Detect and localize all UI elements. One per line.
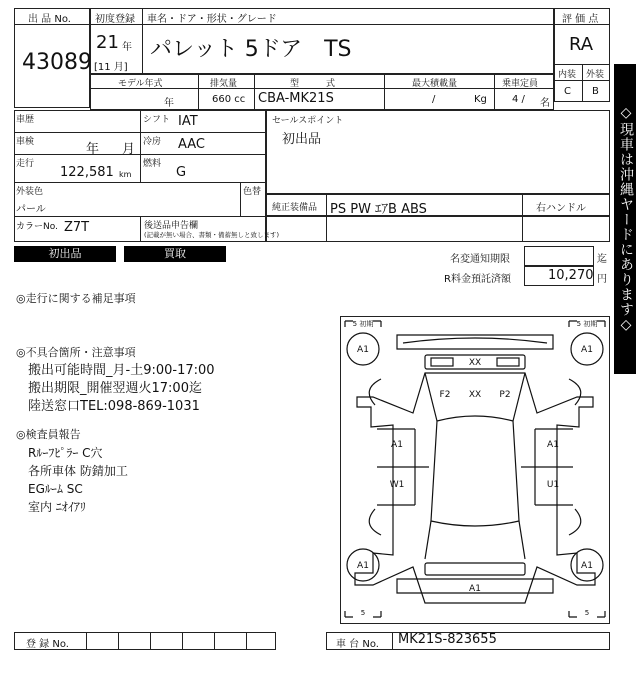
ac-label: 冷房 <box>143 137 162 147</box>
hood-left-grade: F2 <box>439 390 451 400</box>
first-registration-label: 初度登録 <box>95 14 135 25</box>
interior-grade: C <box>564 86 571 97</box>
mileage-unit: km <box>119 170 132 179</box>
inspector-line: 室内 ﾆｵｲｱﾘ <box>28 500 86 514</box>
auction-score: RA <box>569 34 594 55</box>
color-change-label: 色替 <box>243 187 262 197</box>
equipment-value: PS PW ｴｱB ABS <box>330 202 427 217</box>
tire-rr-label: 5 <box>584 609 590 617</box>
exterior-color: パール <box>16 204 46 215</box>
hood-center-grade: XX <box>468 390 482 400</box>
registration-number-label: 登 録 No. <box>26 639 69 650</box>
model-year-label: モデル年式 <box>118 79 163 89</box>
lot-number: 43089 <box>22 50 92 75</box>
empty-row <box>266 216 610 242</box>
defects-title: ◎不具合箇所・注意事項 <box>16 346 136 359</box>
tire-fl-grade: A1 <box>357 345 369 355</box>
defect-line: 陸送窓口TEL:098-869-1031 <box>28 399 200 414</box>
color-number: Z7T <box>64 220 90 235</box>
chassis-number-label: 車 台 No. <box>336 639 379 650</box>
front-bumper-grade: XX <box>468 358 482 368</box>
notice-suffix: 迄 <box>597 254 607 265</box>
displacement-label: 排気量 <box>210 79 238 89</box>
exterior-color-label: 外装色 <box>16 187 44 197</box>
tire-rr-grade: A1 <box>581 561 593 571</box>
car-diagram-svg <box>341 317 609 623</box>
remarks-section <box>16 290 326 516</box>
exterior-label: 外装 <box>586 70 605 80</box>
inspection-label: 車検 <box>16 137 35 147</box>
purchase-tag: 買取 <box>124 246 226 262</box>
rear-garnish <box>425 563 525 575</box>
score-label: 評 価 点 <box>562 14 599 25</box>
capacity-label: 乗車定員 <box>502 79 539 89</box>
lot-number-label: 出 品 No. <box>28 14 71 25</box>
first-listing-tag: 初出品 <box>14 246 116 262</box>
post-report-note: (記載が無い場合、書類・備蓄無しと致します) <box>144 231 280 239</box>
tire-fl-label: 5 初期 <box>352 320 374 328</box>
tire-fr-grade: A1 <box>581 345 593 355</box>
fuel-value: G <box>176 165 187 180</box>
sales-point: 初出品 <box>282 132 322 147</box>
chassis-number: MK21S-823655 <box>398 632 497 647</box>
front-bumper <box>397 335 553 349</box>
roof <box>431 416 519 526</box>
capacity: 4 / <box>512 94 525 105</box>
car-name: パレット 5ドア TS <box>150 37 352 62</box>
car-diagram <box>340 316 610 624</box>
ac-value: AAC <box>178 137 205 152</box>
rear-bumper-grade: A1 <box>469 584 481 594</box>
history-label: 車歴 <box>16 115 35 125</box>
right-front-door-grade: A1 <box>547 440 559 450</box>
color-number-label: カラーNo. <box>16 222 58 232</box>
model-year-unit: 年 <box>164 98 174 109</box>
shift-value: IAT <box>178 114 198 129</box>
left-rear-door-grade: W1 <box>389 480 405 490</box>
deposit-unit: 円 <box>597 274 607 285</box>
tire-rl-grade: A1 <box>357 561 369 571</box>
registration-year-unit: 年 <box>122 42 132 53</box>
tire-fr-label: 5 初期 <box>576 320 598 328</box>
defect-line: 搬出期限_開催翌週火17:00迄 <box>28 381 202 396</box>
mileage-value: 122,581 <box>60 165 114 180</box>
equipment-label: 純正装備品 <box>272 203 318 213</box>
shift-label: シフト <box>143 115 171 125</box>
inspector-title: ◎検査員報告 <box>16 428 81 441</box>
car-name-label: 車名・ドア・形状・グレード <box>147 14 277 25</box>
inspection-year: 年 <box>86 142 100 157</box>
registration-year: 21 <box>96 32 119 53</box>
displacement: 660 cc <box>212 94 246 105</box>
capacity-unit: 名 <box>540 98 550 109</box>
exterior-grade: B <box>592 86 599 97</box>
model-label: 型 式 <box>290 79 336 89</box>
mileage-label: 走行 <box>16 159 35 169</box>
steering-value: 右ハンドル <box>536 203 586 214</box>
registration-month: [11 月] <box>94 62 128 73</box>
inspection-month: 月 <box>122 142 136 157</box>
notice-box <box>524 246 594 266</box>
defect-line: 搬出可能時間_月-土9:00-17:00 <box>28 363 215 378</box>
max-load-unit: Kg <box>474 94 487 105</box>
inspector-line: 各所車体 防錆加工 <box>28 464 128 478</box>
inspector-line: EGﾙｰﾑ SC <box>28 482 83 496</box>
driving-notes-title: ◎走行に関する補足事項 <box>16 292 136 305</box>
sales-point-label: セールスポイント <box>272 116 344 126</box>
deposit-label: R料金預託済額 <box>444 274 511 285</box>
max-load-label: 最大積載量 <box>412 79 458 89</box>
inspector-line: Rﾙｰﾌﾋﾟﾗｰ C穴 <box>28 446 103 460</box>
post-report-label: 後送品申告欄 <box>144 221 199 231</box>
tire-rl-label: 5 <box>360 609 366 617</box>
max-load: / <box>432 94 436 105</box>
hood-right-grade: P2 <box>499 390 511 400</box>
deposit-value: 10,270 <box>548 268 594 283</box>
yard-location-banner: ◇現車は沖縄ヤードにあります◇ <box>614 64 636 374</box>
model-code: CBA-MK21S <box>258 91 334 106</box>
fuel-label: 燃料 <box>143 159 162 169</box>
interior-label: 内装 <box>558 70 577 80</box>
right-rear-door-grade: U1 <box>546 480 560 490</box>
notice-label: 名変通知期限 <box>450 254 510 265</box>
left-front-door-grade: A1 <box>391 440 403 450</box>
